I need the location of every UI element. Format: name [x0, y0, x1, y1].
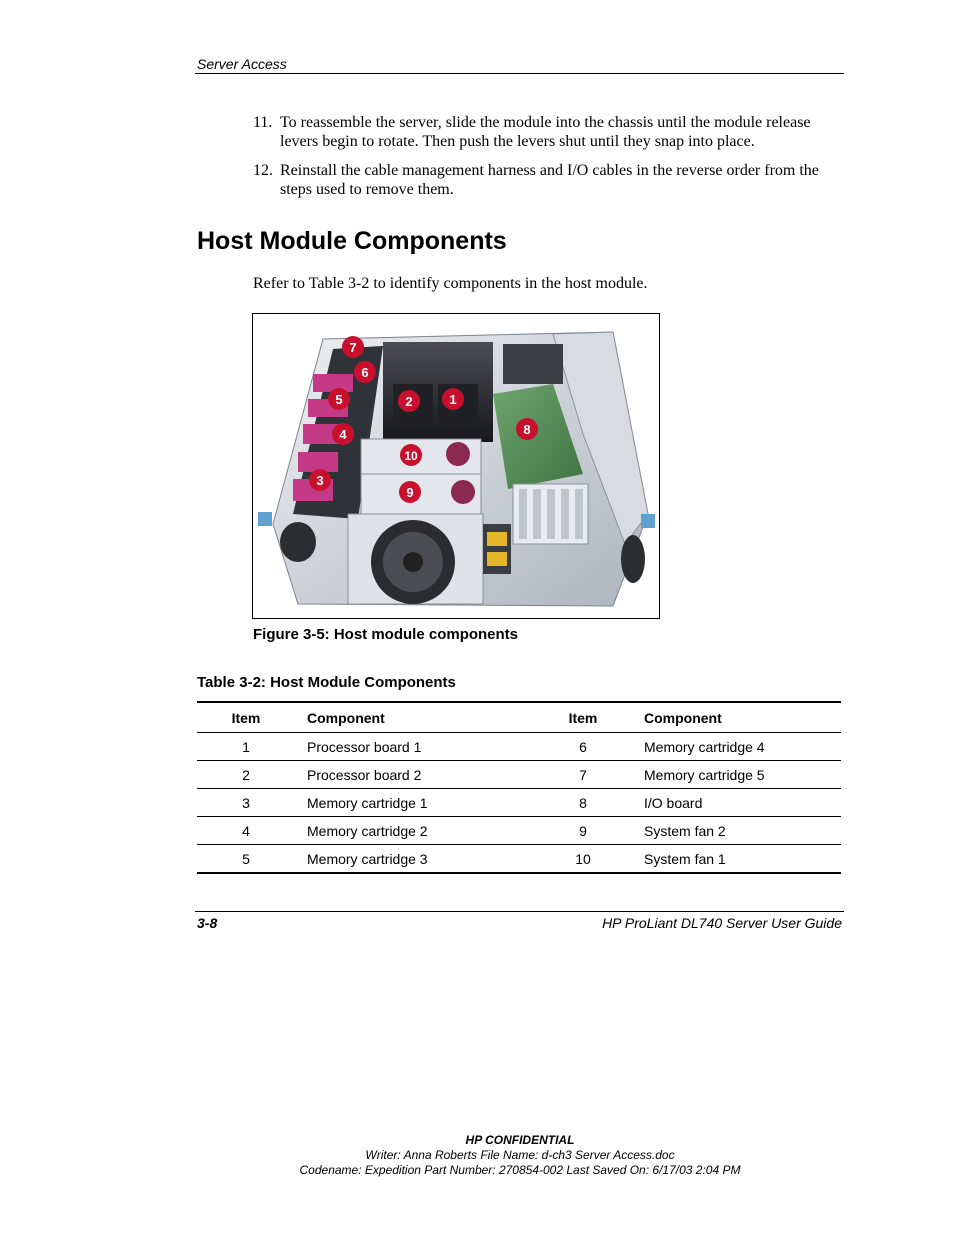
item-cell: 3	[197, 789, 295, 817]
component-cell: Processor board 2	[295, 761, 534, 789]
footer-rule	[195, 911, 844, 912]
host-module-illustration	[253, 314, 658, 617]
table-title: Table 3-2: Host Module Components	[197, 674, 456, 691]
confidential-line: Codename: Expedition Part Number: 270854-002 Last Saved On: 6/17/03 2:04 PM	[299, 1163, 741, 1177]
step-item	[253, 161, 848, 199]
component-cell: Memory cartridge 3	[295, 845, 534, 874]
callout-3	[309, 469, 331, 491]
component-cell: Memory cartridge 5	[632, 761, 841, 789]
callout-10	[400, 444, 422, 466]
table-row	[197, 761, 841, 789]
column-header: Item	[534, 702, 632, 733]
column-header: Component	[632, 702, 841, 733]
callout-2	[398, 390, 420, 412]
host-module-figure	[252, 313, 660, 619]
column-header: Component	[295, 702, 534, 733]
callout-label: 4	[339, 427, 347, 442]
step-text: To reassemble the server, slide the module into the chassis until the module release levers begin to rotate. Then push the levers shut until they snap into place.	[280, 114, 811, 150]
item-cell: 5	[197, 845, 295, 874]
table-row	[197, 845, 841, 874]
confidential-line: Writer: Anna Roberts File Name: d-ch3 Server Access.doc	[365, 1148, 675, 1162]
component-cell: System fan 2	[632, 817, 841, 845]
confidential-title: HP CONFIDENTIAL	[465, 1133, 575, 1147]
component-cell: Memory cartridge 4	[632, 733, 841, 761]
callout-6	[354, 361, 376, 383]
step-text: Reinstall the cable management harness and I/O cables in the reverse order from the steps used to remove them.	[280, 162, 819, 198]
callout-9	[399, 481, 421, 503]
callout-label: 3	[316, 473, 324, 488]
figure-caption: Figure 3-5: Host module components	[253, 626, 519, 643]
column-header: Item	[197, 702, 295, 733]
step-number: 11.	[253, 114, 273, 131]
item-cell: 7	[534, 761, 632, 789]
guide-title: HP ProLiant DL740 Server User Guide	[602, 915, 842, 931]
procedure-steps	[253, 113, 848, 209]
callout-1	[442, 388, 464, 410]
callout-label: 9	[406, 485, 414, 500]
item-cell: 6	[534, 733, 632, 761]
table-row	[197, 789, 841, 817]
callout-label: 5	[335, 392, 343, 407]
callout-4	[332, 423, 354, 445]
component-cell: System fan 1	[632, 845, 841, 874]
callout-label: 10	[404, 449, 418, 463]
step-number: 12.	[253, 162, 273, 179]
section-title: Host Module Components	[197, 227, 507, 255]
component-cell: Memory cartridge 2	[295, 817, 534, 845]
item-cell: 8	[534, 789, 632, 817]
callout-label: 6	[361, 365, 369, 380]
components-table	[197, 701, 841, 874]
callout-5	[328, 388, 350, 410]
running-header: Server Access	[197, 56, 287, 72]
page-number: 3-8	[197, 915, 218, 931]
table-row	[197, 817, 841, 845]
component-cell: I/O board	[632, 789, 841, 817]
confidential-notice	[0, 1133, 954, 1178]
item-cell: 2	[197, 761, 295, 789]
callout-7	[342, 336, 364, 358]
item-cell: 4	[197, 817, 295, 845]
intro-paragraph: Refer to Table 3-2 to identify components in the host module.	[253, 275, 648, 292]
step-item	[253, 113, 848, 151]
item-cell: 10	[534, 845, 632, 874]
callout-label: 8	[523, 422, 531, 437]
component-cell: Processor board 1	[295, 733, 534, 761]
table-row	[197, 733, 841, 761]
callout-8	[516, 418, 538, 440]
component-cell: Memory cartridge 1	[295, 789, 534, 817]
item-cell: 1	[197, 733, 295, 761]
callout-label: 1	[449, 392, 457, 407]
callout-label: 2	[405, 394, 413, 409]
header-rule	[195, 73, 844, 74]
table-header-row	[197, 702, 841, 733]
callout-label: 7	[349, 340, 357, 355]
item-cell: 9	[534, 817, 632, 845]
